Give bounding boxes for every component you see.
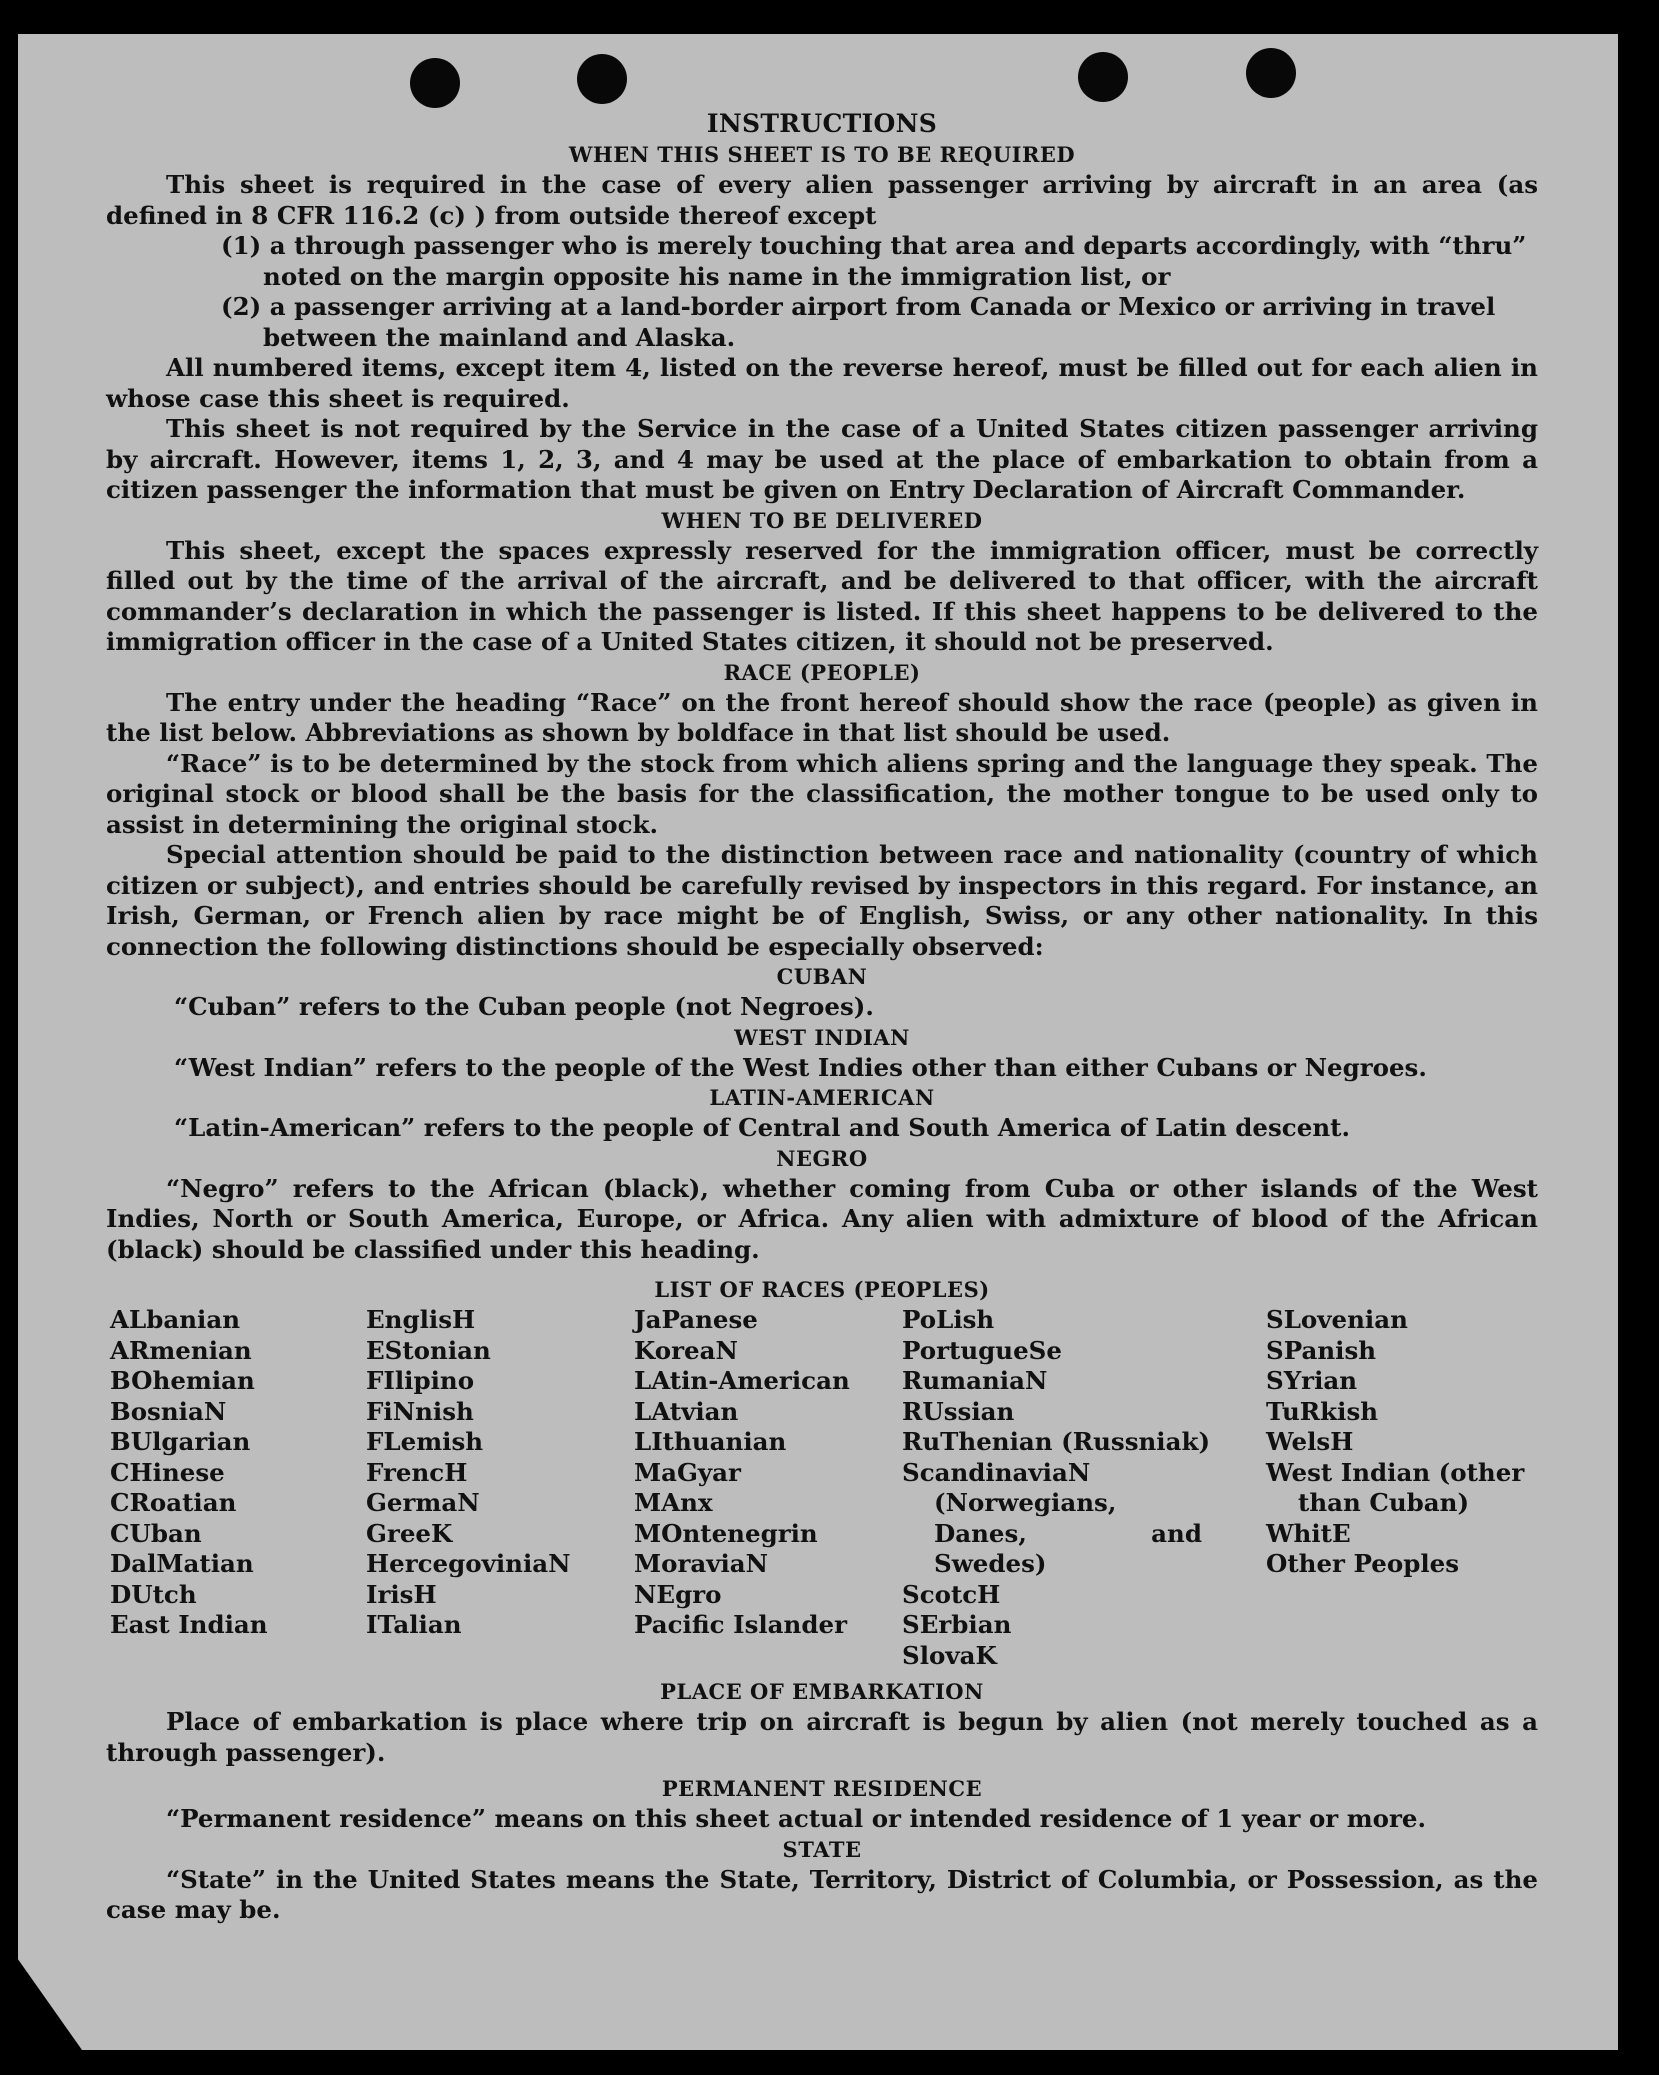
heading-state: STATE: [782, 1836, 862, 1862]
punch-hole-2: [577, 54, 627, 104]
race-entry: EnglisH: [366, 1305, 476, 1334]
race-entry: SErbian: [902, 1610, 1012, 1639]
race-entry: BOhemian: [110, 1366, 255, 1395]
race-entry: MOntenegrin: [634, 1518, 818, 1548]
definition-state: “State” in the United States means the State, Territory, District of Columbia, or Possession, as the case may be.: [106, 1864, 1538, 1924]
definition-embarkation: Place of embarkation is place where trip on aircraft is begun by alien (not merely touched as a through passenger).: [106, 1707, 1538, 1767]
page-title: INSTRUCTIONS: [706, 109, 938, 138]
race-entry: FIlipino: [366, 1366, 475, 1395]
race-entry: RumaniaN: [902, 1366, 1048, 1395]
race-entry: JaPanese: [634, 1305, 758, 1334]
heading-list-of-races: LIST OF RACES (PEOPLES): [654, 1277, 990, 1302]
race-entry: Pacific Islander: [634, 1610, 847, 1639]
punch-hole-4: [1246, 48, 1296, 98]
race-entry: ARmenian: [110, 1335, 252, 1365]
paragraph-race-stock: “Race” is to be determined by the stock from which aliens spring and the language they speak. The original stock or blood shall be the basis for the classification, the mother tongue to be used only to assist in determining the original stock.: [106, 748, 1538, 839]
paragraph-delivered: This sheet, except the spaces expressly reserved for the immigration officer, must be correctly filled out by the time of the arrival of the aircraft, and be delivered to that officer, with the aircraft commander’s declaration in which the passenger is listed. If this sheet happens to be delivered to the immigration officer in the case of a United States citizen, it should not be preserved.: [106, 535, 1538, 656]
heading-cuban: CUBAN: [776, 964, 868, 989]
race-entry: LIthuanian: [634, 1427, 787, 1456]
race-entry: ScotcH: [902, 1579, 1001, 1609]
race-entry: MoraviaN: [634, 1549, 769, 1578]
race-entry: DUtch: [110, 1579, 197, 1609]
heading-west-indian: WEST INDIAN: [734, 1024, 910, 1050]
race-entry: MaGyar: [634, 1457, 741, 1487]
heading-place-of-embarkation: PLACE OF EMBARKATION: [660, 1679, 984, 1704]
punch-hole-3: [1078, 52, 1128, 102]
race-entry: ITalian: [366, 1610, 462, 1639]
paragraph-required: This sheet is required in the case of every alien passenger arriving by aircraft in an area (as defined in 8 CFR 116.2 (c) ) from outside thereof except: [106, 170, 1538, 230]
race-entry: FiNnish: [366, 1396, 474, 1426]
heading-when-required: WHEN THIS SHEET IS TO BE REQUIRED: [568, 142, 1076, 167]
definition-latin-american: “Latin-American” refers to the people of Central and South America of Latin descent.: [174, 1113, 1350, 1142]
race-entry: PortugueSe: [902, 1335, 1062, 1365]
definition-negro: “Negro” refers to the African (black), whether coming from Cuba or other islands of the West Indies, North or South America, Europe, or Africa. Any alien with admixture of blood of the African (black) should be classified under this heading.: [106, 1173, 1538, 1264]
race-entry: TuRkish: [1266, 1396, 1379, 1426]
heading-race: RACE (PEOPLE): [723, 659, 921, 685]
paragraph-race-entry: The entry under the heading “Race” on the front hereof should show the race (people) as given in the list below. Abbreviations as shown by boldface in that list should be used.: [106, 687, 1538, 747]
race-entry: BUlgarian: [110, 1427, 251, 1456]
races-column: [902, 1305, 1211, 1671]
race-entry: PoLish: [902, 1305, 995, 1334]
definition-cuban: “Cuban” refers to the Cuban people (not Negroes).: [174, 992, 874, 1021]
race-entry: FrencH: [366, 1457, 468, 1487]
paragraph-race-nationality: Special attention should be paid to the distinction between race and nationality (country of which citizen or subject), and entries should be carefully revised by inspectors in this regard. For instance, an Irish, German, or French alien by race might be of English, Swiss, or any other nationality. In this connection the following distinctions should be especially observed:: [106, 840, 1538, 961]
paragraph-citizen: This sheet is not required by the Service in the case of a United States citizen passenger arriving by aircraft. However, items 1, 2, 3, and 4 may be used at the place of embarkation to obtain from a citizen passenger the information that must be given on Entry Declaration of Aircraft Commander.: [106, 414, 1538, 504]
race-entry: GermaN: [366, 1488, 480, 1517]
race-entry: LAtvian: [634, 1396, 739, 1426]
race-entry: MAnx: [634, 1488, 713, 1517]
instructions-content: [106, 108, 1538, 1926]
definition-residence: “Permanent residence” means on this sheet actual or intended residence of 1 year or more.: [166, 1804, 1427, 1833]
race-entry: CHinese: [110, 1457, 225, 1487]
race-entry: East Indian: [110, 1610, 268, 1639]
race-entry: LAtin-American: [634, 1366, 850, 1395]
heading-latin-american: LATIN-AMERICAN: [709, 1085, 935, 1110]
races-column: [634, 1305, 902, 1671]
heading-when-delivered: WHEN TO BE DELIVERED: [661, 507, 983, 533]
race-entry: ALbanian: [110, 1305, 241, 1334]
race-entry: CRoatian: [110, 1488, 237, 1517]
heading-permanent-residence: PERMANENT RESIDENCE: [661, 1776, 983, 1801]
race-entry: RuThenian (Russniak): [902, 1427, 1211, 1456]
race-entry: West Indian (other than Cuban): [1266, 1457, 1525, 1517]
definition-west-indian: “West Indian” refers to the people of the West Indies other than either Cubans or Negroes.: [174, 1052, 1427, 1082]
exception-item-1: (1) a through passenger who is merely touching that area and departs accordingly, with “thru” noted on the margin opposite his name in the immigration list, or: [221, 231, 1527, 291]
race-entry: DalMatian: [110, 1549, 254, 1578]
race-entry: WhitE: [1266, 1518, 1351, 1548]
races-list: [110, 1305, 1538, 1671]
race-entry: GreeK: [366, 1518, 453, 1548]
race-entry: RUssian: [902, 1396, 1015, 1426]
race-entry: NEgro: [634, 1579, 722, 1609]
punch-hole-1: [410, 58, 460, 108]
race-entry: SYrian: [1266, 1366, 1358, 1395]
race-entry: IrisH: [366, 1579, 437, 1609]
race-entry: BosniaN: [110, 1396, 227, 1426]
race-entry: WelsH: [1266, 1427, 1354, 1456]
races-column: [366, 1305, 634, 1671]
heading-negro: NEGRO: [776, 1145, 868, 1171]
exception-item-2: (2) a passenger arriving at a land-border airport from Canada or Mexico or arriving in travel between the mainland and Alaska.: [221, 292, 1496, 352]
paragraph-numbered-items: All numbered items, except item 4, listed on the reverse hereof, must be filled out for each alien in whose case this sheet is required.: [106, 353, 1538, 413]
races-column: [1266, 1305, 1536, 1671]
race-entry: SLovenian: [1266, 1305, 1408, 1334]
race-entry: KoreaN: [634, 1335, 738, 1365]
race-entry: FLemish: [366, 1427, 484, 1456]
race-entry: CUban: [110, 1518, 202, 1548]
race-entry: Other Peoples: [1266, 1549, 1460, 1578]
race-entry: ScandinaviaN (Norwegians, Danes, and Swedes): [902, 1457, 1202, 1578]
race-entry: HercegoviniaN: [366, 1549, 571, 1578]
race-entry: EStonian: [366, 1335, 491, 1365]
race-entry: SPanish: [1266, 1335, 1377, 1365]
races-column: [110, 1305, 366, 1671]
race-entry: SlovaK: [902, 1640, 997, 1670]
